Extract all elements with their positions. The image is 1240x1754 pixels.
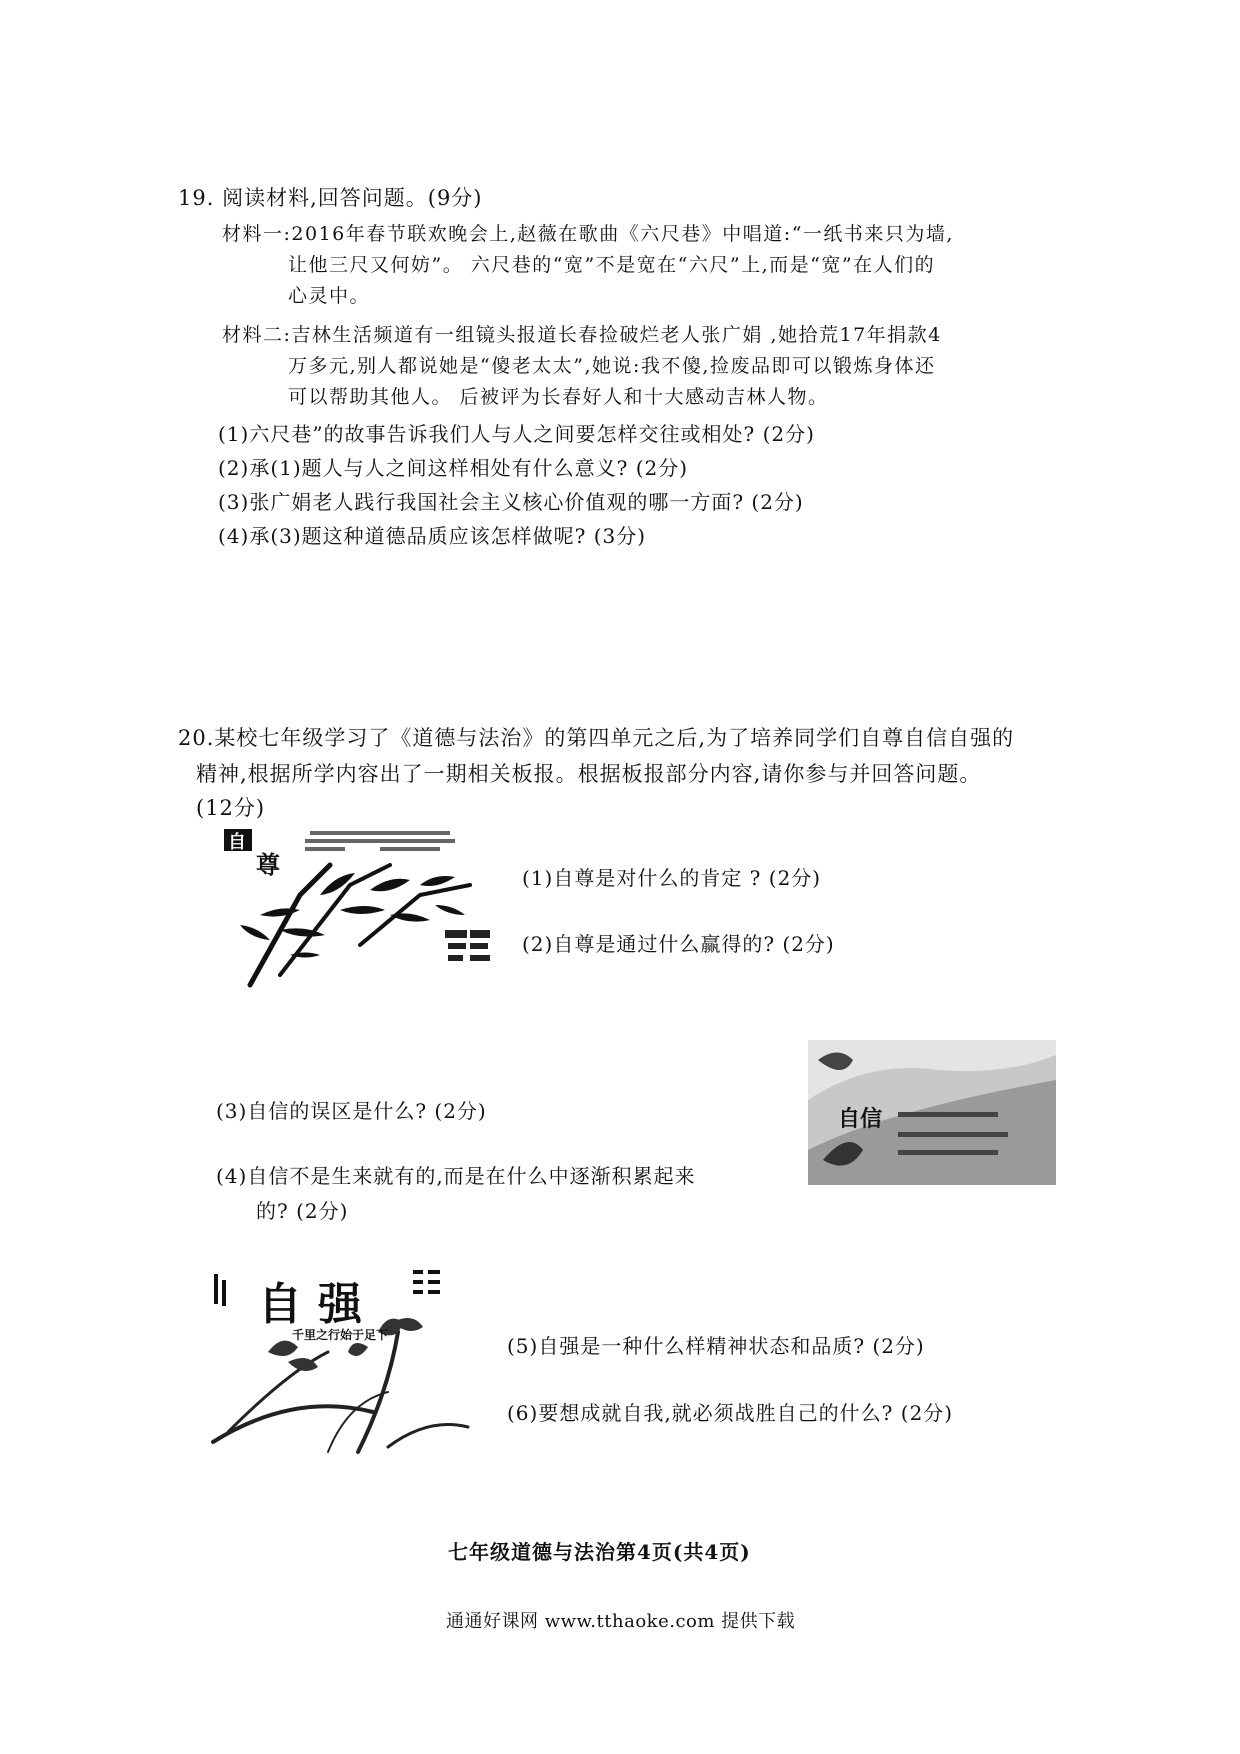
question-19-heading: 19. 阅读材料,回答问题。(9分): [178, 186, 483, 210]
q19-sub-question-3: (3)张广娟老人践行我国社会主义核心价值观的哪一方面? (2分): [218, 490, 804, 514]
q20-sub-question-4-line-1: (4)自信不是生来就有的,而是在什么中逐渐积累起来: [216, 1164, 696, 1188]
blackboard-self-respect-image: [220, 825, 500, 990]
board-caption: 千里之行始于足下: [292, 1328, 389, 1342]
q19-sub-question-2: (2)承(1)题人与人之间这样相处有什么意义? (2分): [218, 456, 689, 480]
material-2-line-2: 万多元,别人都说她是“傻老太太”,她说:我不傻,捡废品即可以锻炼身体还: [288, 355, 936, 377]
board-title-box-char: 自: [228, 832, 246, 853]
board-title: 尊: [256, 850, 280, 879]
page-number-footer: 七年级道德与法治第4页(共4页): [448, 1540, 751, 1564]
material-1-line-3: 心灵中。: [288, 285, 371, 307]
material-2-line-3: 可以帮助其他人。 后被评为长春好人和十大感动吉林人物。: [288, 386, 829, 408]
q20-sub-question-2: (2)自尊是通过什么赢得的? (2分): [522, 932, 835, 956]
q20-sub-question-1: (1)自尊是对什么的肯定 ? (2分): [522, 866, 822, 890]
q20-sub-question-3: (3)自信的误区是什么? (2分): [216, 1099, 487, 1123]
q20-sub-question-6: (6)要想成就自我,就必须战胜自己的什么? (2分): [507, 1401, 954, 1425]
q19-sub-question-1: (1)六尺巷”的故事告诉我们人与人之间要怎样交往或相处? (2分): [218, 422, 815, 446]
material-1-line-1: 材料一:2016年春节联欢晚会上,赵薇在歌曲《六尺巷》中唱道:“一纸书来只为墙,: [222, 223, 954, 245]
blackboard-self-improvement-image: [208, 1262, 490, 1457]
board-title: 自信: [838, 1106, 883, 1132]
question-20-heading-line-3: (12分): [196, 796, 266, 820]
board-title: 自强: [258, 1279, 378, 1330]
q20-sub-question-5: (5)自强是一种什么样精神状态和品质? (2分): [507, 1334, 925, 1358]
question-20-heading-line-1: 20.某校七年级学习了《道德与法治》的第四单元之后,为了培养同学们自尊自信自强的: [178, 726, 1015, 750]
download-credit: 通通好课网 www.tthaoke.com 提供下载: [446, 1611, 796, 1632]
material-2-line-1: 材料二:吉林生活频道有一组镜头报道长春捡破烂老人张广娟 ,她拾荒17年捐款4: [222, 324, 942, 346]
material-1-line-2: 让他三尺又何妨”。 六尺巷的“宽”不是宽在“六尺”上,而是“宽”在人们的: [288, 254, 936, 276]
q19-sub-question-4: (4)承(3)题这种道德品质应该怎样做呢? (3分): [218, 524, 647, 548]
blackboard-self-confidence-image: [808, 1040, 1056, 1185]
q20-sub-question-4-line-2: 的? (2分): [256, 1199, 349, 1223]
question-20-heading-line-2: 精神,根据所学内容出了一期相关板报。根据板报部分内容,请你参与并回答问题。: [196, 762, 982, 786]
